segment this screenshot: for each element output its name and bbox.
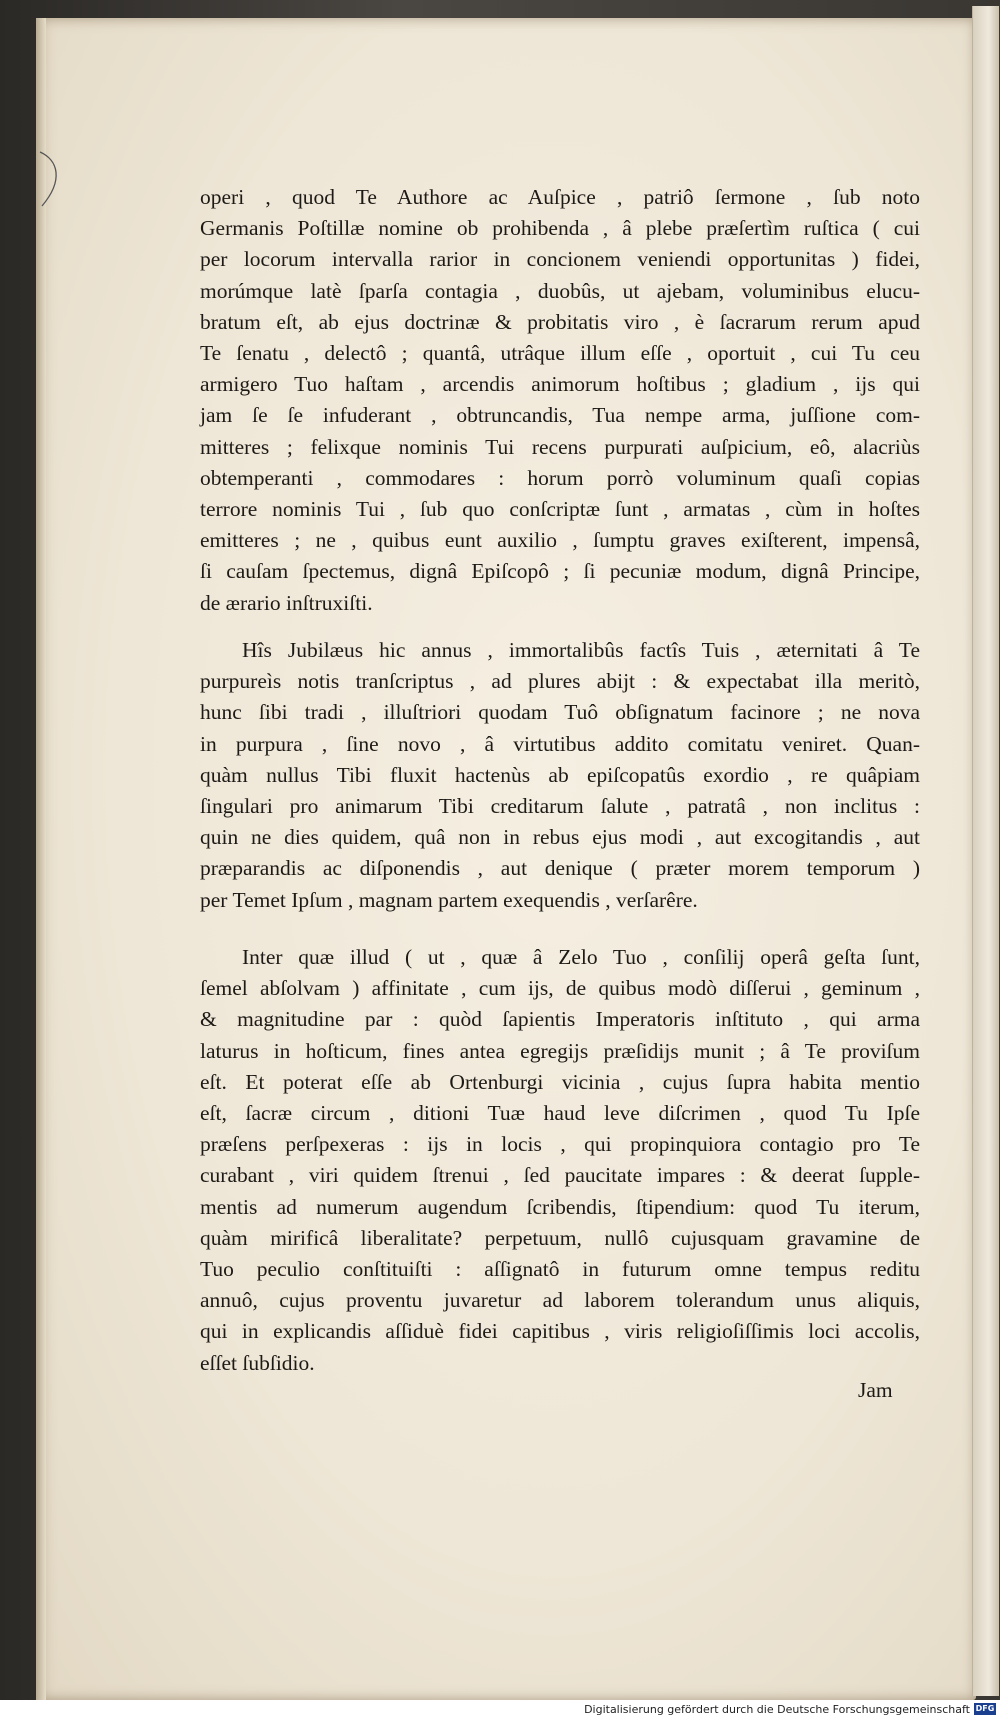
dfg-logo: DFG [975,1704,995,1713]
text-line: curabant , viri quidem ſtrenui , ſed paucitate impares : & deerat ſupple- [200,1163,920,1188]
page-fold-mark [38,150,68,210]
text-line: de ærario inſtruxiſti. [200,590,373,615]
text-line: mitteres ; felixque nominis Tui recens purpurati auſpicium, eô, alacriùs [200,434,920,459]
text-line: per Temet Ipſum , magnam partem exequendis , verſarêre. [200,887,698,912]
footer-credit: Digitalisierung gefördert durch die Deutsche Forschungsgemeinschaft [584,1703,970,1716]
text-line: armigero Tuo haſtam , arcendis animorum hoſtibus ; gladium , ijs qui [200,372,920,397]
text-line: eſt. Et poterat eſſe ab Ortenburgi vicinia , cujus ſupra habita mentio [200,1069,920,1094]
text-line: quàm mirificâ liberalitate? perpetuum, nullô cujusquam gravamine de [200,1225,920,1250]
text-line: laturus in hoſticum, fines antea egregijs præſidijs munit ; â Te proviſum [200,1038,920,1063]
text-line: ſingulari pro animarum Tibi creditarum ſalute , patratâ , non inclitus : [200,794,920,819]
text-line: ſemel abſolvam ) affinitate , cum ijs, de quibus modò diſſerui , geminum , [200,976,920,1001]
text-line: ſi cauſam ſpectemus, dignâ Epiſcopô ; ſi pecuniæ modum, dignâ Principe, [200,559,920,584]
text-line: eſt, ſacræ circum , ditioni Tuæ haud leve diſcrimen , quod Tu Ipſe [200,1101,920,1126]
text-line: Tuo peculio conſtituiſti : aſſignatô in futurum omne tempus reditu [200,1257,920,1282]
text-line: bratum eſt, ab ejus doctrinæ & probitatis viro , è ſacrarum rerum apud [200,309,920,334]
text-line: annuô, cujus proventu juvaretur ad laborem tolerandum unus aliquis, [200,1288,920,1313]
text-line: Inter quæ illud ( ut , quæ â Zelo Tuo , conſilij operâ geſta ſunt, [242,945,920,969]
paragraph-2 [200,635,920,916]
catchword: Jam [858,1378,893,1402]
paragraph-3 [200,942,920,1379]
text-line: eſſet ſubſidio. [200,1350,315,1375]
text-line: terrore nominis Tui , ſub quo conſcriptæ ſunt , armatas , cùm in hoſtes [200,497,920,522]
text-line: mentis ad numerum augendum ſcribendis, ſtipendium: quod Tu iterum, [200,1194,920,1219]
text-line: & magnitudine par : quòd ſapientis Imperatoris inſtituto , qui arma [200,1007,920,1032]
text-line: qui in explicandis aſſiduè fidei capitibus , viris religioſiſſimis loci accolis, [200,1319,920,1344]
paragraph-1 [200,182,920,619]
text-line: Germanis Poſtillæ nomine ob prohibenda , â plebe præſertìm ruſtica ( cui [200,216,920,241]
text-line: quàm nullus Tibi fluxit hactenùs ab epiſcopatûs exordio , re quâpiam [200,762,920,787]
text-line: præſens perſpexeras : ijs in locis , qui propinquiora contagio pro Te [200,1132,920,1157]
text-line: quin ne dies quidem, quâ non in rebus ejus modi , aut excogitandis , aut [200,825,920,850]
text-line: obtemperanti , commodares : horum porrò voluminum quaſi copias [200,465,920,490]
text-line: Te ſenatu , delectô ; quantâ, utrâque illum eſſe , oportuit , cui Tu ceu [200,341,920,366]
text-line: Hîs Jubilæus hic annus , immortalibûs factîs Tuis , æternitati â Te [242,638,920,662]
text-line: emitteres ; ne , quibus eunt auxilio , ſumptu graves exiſterent, impensâ, [200,528,920,553]
page-binding-edge [36,18,46,1700]
text-line: hunc ſibi tradi , illuſtriori quodam Tuô obſignatum facinore ; ne nova [200,700,920,725]
text-line: operi , quod Te Authore ac Auſpice , patriô ſermone , ſub noto [200,185,920,209]
text-line: præparandis ac diſponendis , aut denique ( præter morem temporum ) [200,856,920,881]
text-line: in purpura , ſine novo , â virtutibus addito comitatu veniret. Quan- [200,731,920,756]
text-line: jam ſe ſe infuderant , obtruncandis, Tua nempe arma, juſſione com- [200,403,920,428]
text-line: per locorum intervalla rarior in concionem veniendi opportunitas ) fidei, [200,247,920,272]
text-line: purpureìs notis tranſcriptus , ad plures abijt : & expectabat illa meritò, [200,669,920,694]
page-stack-edge [972,6,999,1696]
text-line: morúmque latè ſparſa contagia , duobûs, ut ajebam, voluminibus elucu- [200,278,920,303]
